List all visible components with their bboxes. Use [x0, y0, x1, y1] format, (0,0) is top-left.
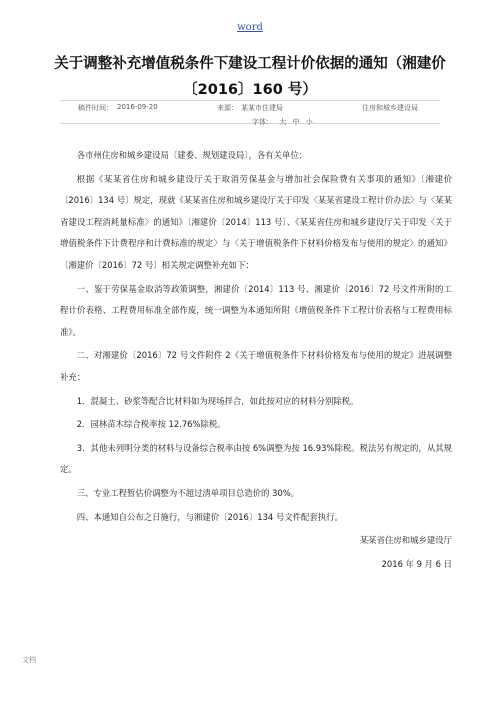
- page-title-line-2: 〔2016〕160 号）: [183, 82, 317, 98]
- font-size-label: 字体：: [252, 118, 273, 126]
- footer-label: 文档: [22, 656, 36, 664]
- department-name: 住房和城乡建设局: [362, 104, 418, 112]
- source-label: 来源：: [217, 104, 238, 112]
- source-value: 某某市住建局: [241, 104, 283, 112]
- word-link[interactable]: word: [237, 22, 263, 33]
- sign-date: 2016 年 9 月 6 日: [381, 558, 452, 569]
- font-size-small[interactable]: 小: [305, 118, 313, 126]
- document-body: [60, 145, 452, 575]
- font-size-large[interactable]: 大: [279, 118, 287, 126]
- date-value: 2016-09-20: [117, 103, 158, 111]
- body-paragraph: 三、专业工程暂估价调整为不超过清单项目总造价的 30%。: [76, 487, 300, 498]
- salutation: 各市州住房和城乡建设局〔建委、规划建设局〕，各有关单位：: [76, 150, 308, 160]
- signature: 某某省住房和城乡建设厅: [359, 535, 452, 546]
- body-paragraph: 一、鉴于劳保基金取消等政策调整，湘建价〔2014〕113 号、湘建价〔2016〕72 号文件所附的工程计价表格、工程费用标准全部作废，统一调整为本通知所附《增值税条件下工程计价表格与工程费用标准》。: [60, 283, 452, 337]
- body-paragraph: 1．混凝土、砂浆等配合比材料如为现场拌合，如此按对应的材料分别除税。: [76, 395, 359, 406]
- font-size-selector: [252, 117, 313, 127]
- body-paragraph: 2．园林苗木综合税率按 12.76%除税。: [76, 419, 226, 430]
- body-paragraph: 根据《某某省住房和城乡建设厅关于取消劳保基金与增加社会保险费有关事项的通知》〔湘建价〔2016〕134 号〕规定，现就《某某省住房和城乡建设厅关于印发〈某某省建设工程计价办法〉与〈某某省建设工程消耗量标准〉的通知》〔湘建价〔2014〕113 号〕、《某某省住房和城乡建设厅关于印发〈关于增值税条件下计费程序和计费标准的规定〉与〈关于增值税条件下材料价格发布与使用的规定〉的通知》〔湘建价〔2016〕72 号〕相关规定调整补充如下：: [60, 173, 452, 270]
- body-paragraph: 3．其他未列明分类的材料与设备综合税率由按 6%调整为按 16.93%除税。税法另有规定的，从其规定。: [60, 442, 452, 475]
- font-size-medium[interactable]: 中: [292, 118, 300, 126]
- body-paragraph: 四、本通知自公布之日施行，与湘建价〔2016〕134 号文件配套执行。: [76, 511, 343, 522]
- date-label: 稿件时间：: [78, 104, 113, 112]
- body-paragraph: 二、对湘建价〔2016〕72 号文件附件 2《关于增值税条件下材料价格发布与使用的规定》进展调整补充：: [60, 350, 452, 382]
- page-title-line-1: 关于调整补充增值税条件下建设工程计价依据的通知（湘建价: [54, 56, 446, 72]
